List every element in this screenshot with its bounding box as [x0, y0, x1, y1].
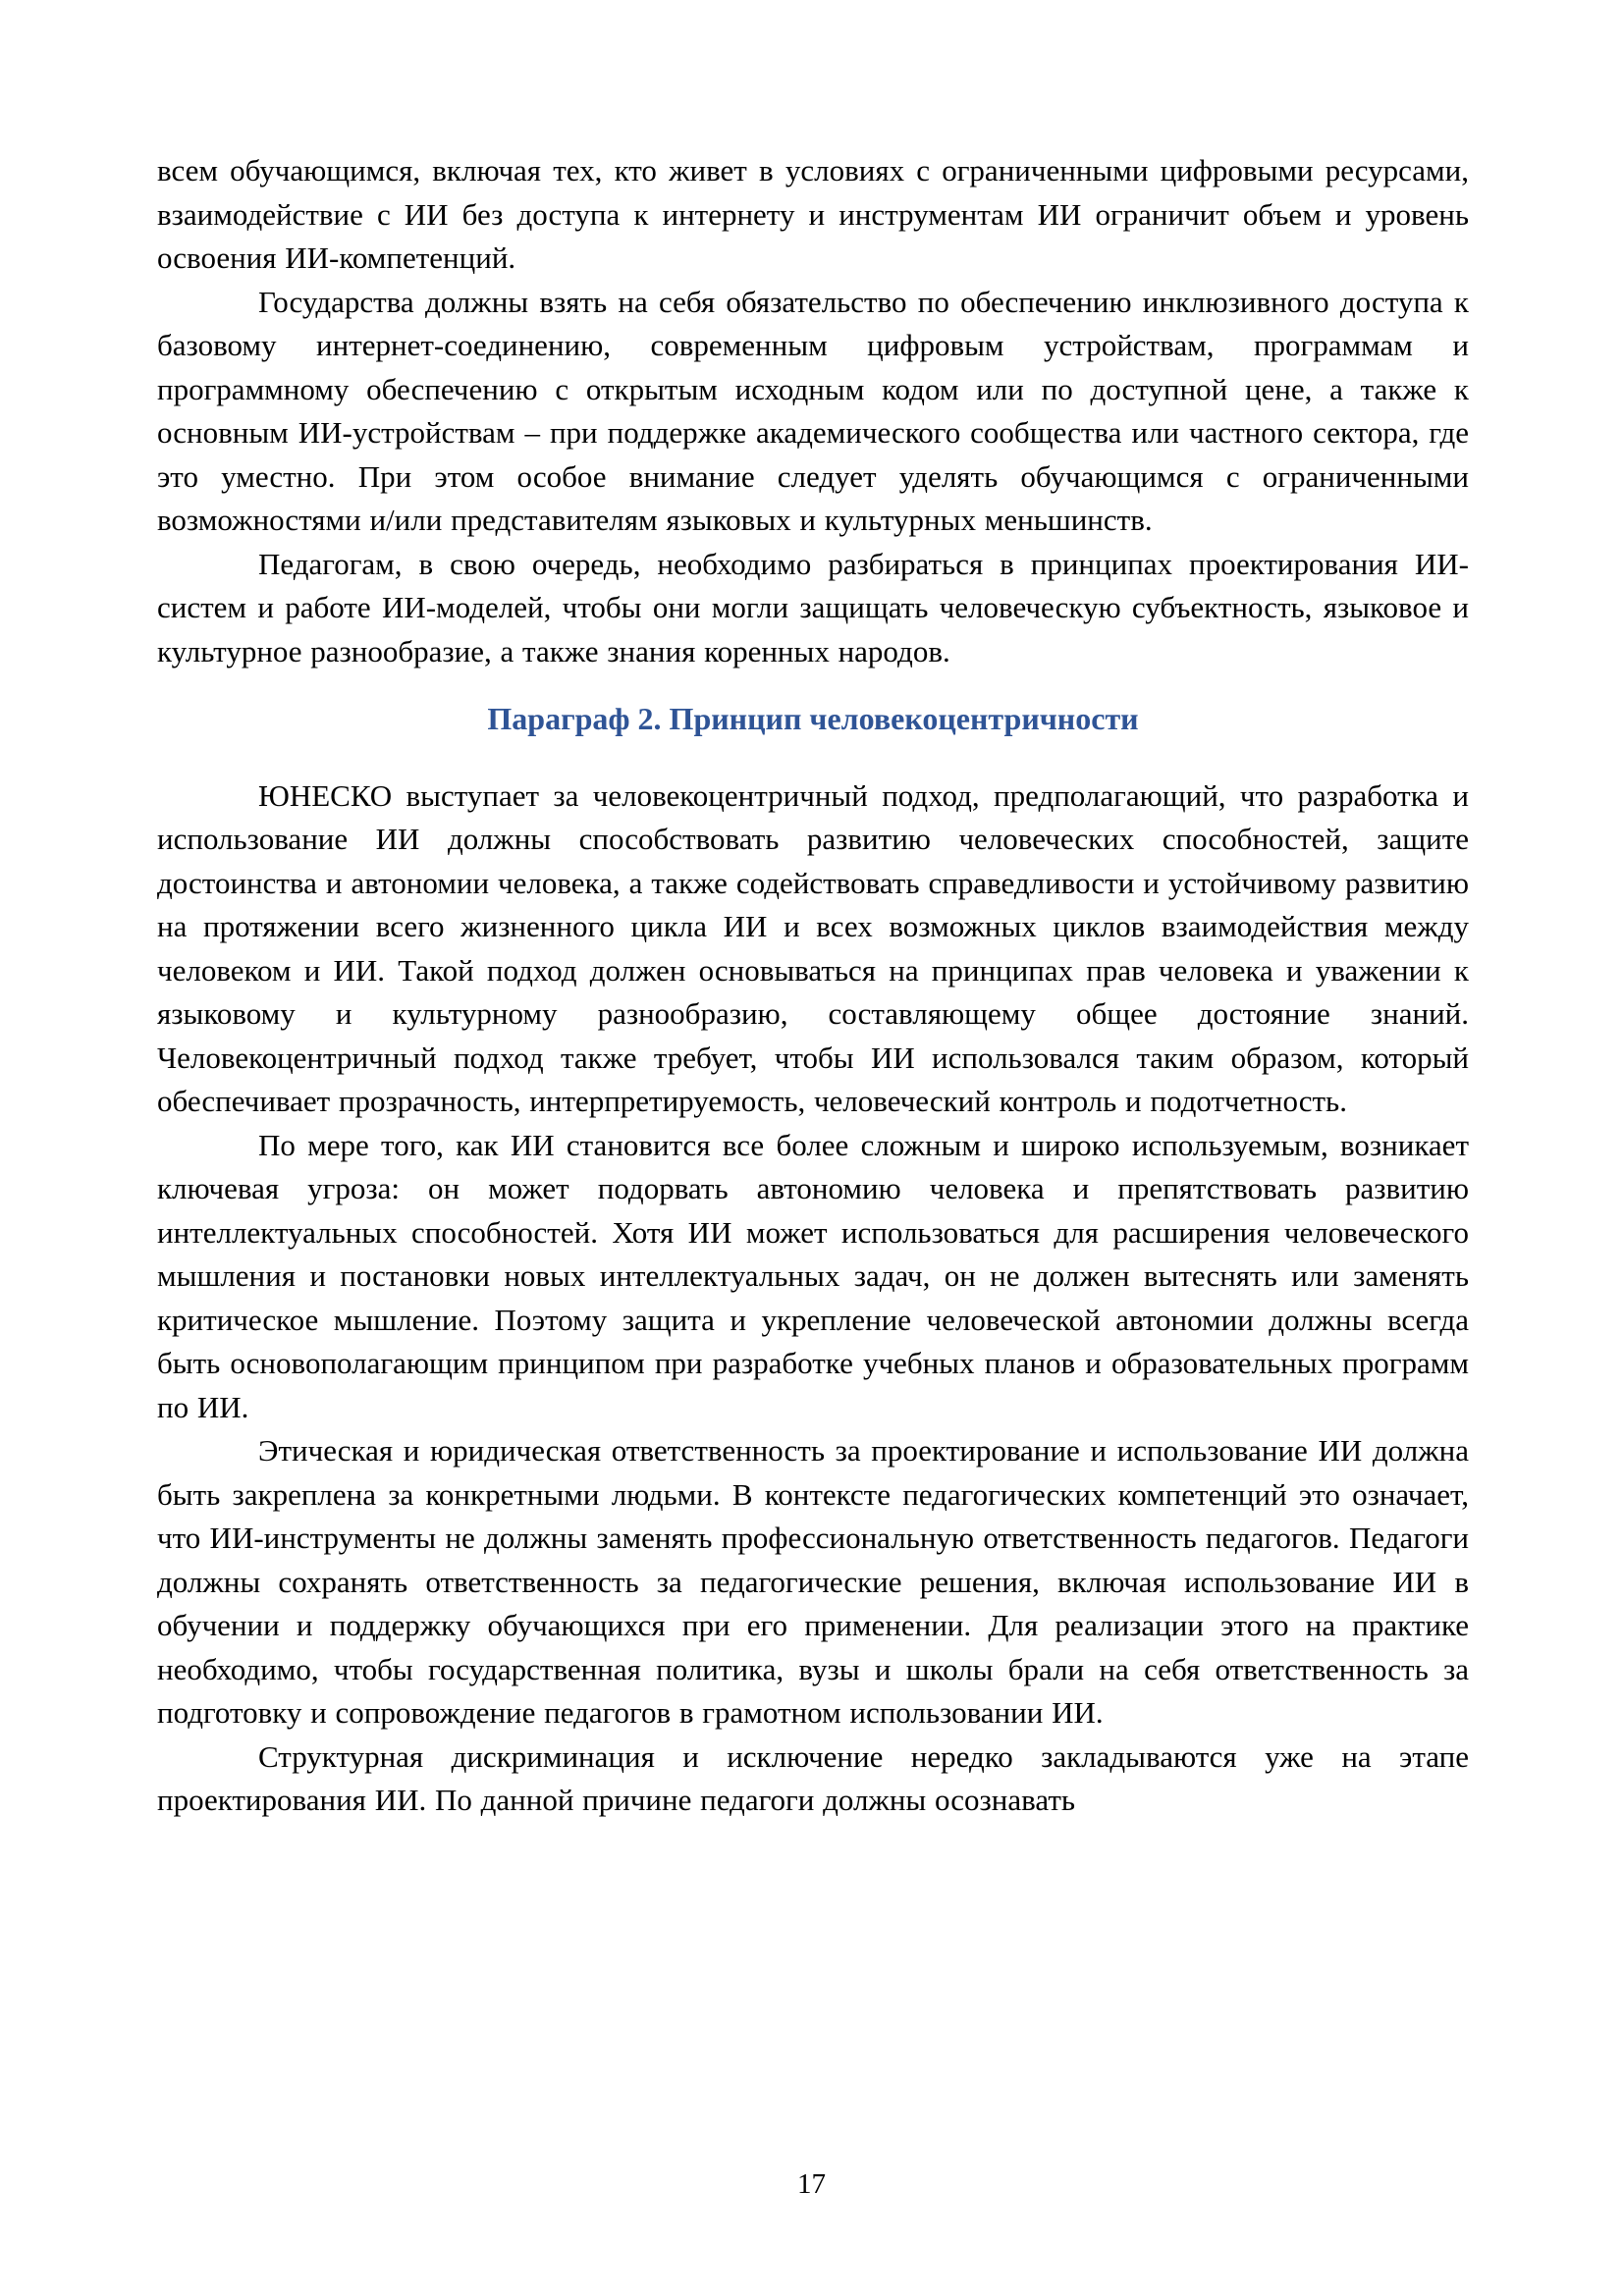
paragraph-continuation: всем обучающимся, включая тех, кто живет в условиях с ограниченными цифровыми ресурсами, взаимодействие с ИИ без доступа к интернету и инструментам ИИ ограничит объем и уровень освоения ИИ-компетенций. [157, 153, 1469, 275]
paragraph-unesco-approach: ЮНЕСКО выступает за человекоцентричный подход, предполагающий, что разработка и использование ИИ должны способствовать развитию человеческих способностей, защите достоинства и автономии человека, а также содействовать справедливости и устойчивому развитию на протяжении всего жизненного цикла ИИ и всех возможных циклов взаимодействия между человеком и ИИ. Такой подход должен основываться на принципах прав человека и уважении к языковому и культурному разнообразию, составляющему общее достояние знаний. Человекоцентричный подход также требует, чтобы ИИ использовался таким образом, который обеспечивает прозрачность, интерпретируемость, человеческий контроль и подотчетность. [157, 777, 1469, 1118]
paragraph-ai-threat-autonomy: По мере того, как ИИ становится все более сложным и широко используемым, возникает ключевая угроза: он может подорвать автономию человека и препятствовать развитию интеллектуальных способностей. Хотя ИИ может использоваться для расширения человеческого мышления и постановки новых интеллектуальных задач, он не должен вытеснять или заменять критическое мышление. Поэтому защита и укрепление человеческой автономии должны всегда быть основополагающим принципом при разработке учебных планов и образовательных программ по ИИ. [157, 1127, 1469, 1424]
paragraph-structural-discrimination: Структурная дискриминация и исключение нередко закладываются уже на этапе проектирования ИИ. По данной причине педагоги должны осознавать [157, 1738, 1469, 1817]
page-number: 17 [797, 2168, 826, 2200]
paragraph-educators-principles: Педагогам, в свою очередь, необходимо разбираться в принципах проектирования ИИ-систем и работе ИИ-моделей, чтобы они могли защищать человеческую субъектность, языковое и культурное разнообразие, а также знания коренных народов. [157, 546, 1469, 668]
section-heading: Параграф 2. Принцип человекоцентричности [487, 701, 1139, 736]
page-content [157, 149, 1469, 1823]
paragraph-ethical-responsibility: Этическая и юридическая ответственность за проектирование и использование ИИ должна быть закреплена за конкретными людьми. В контексте педагогических компетенций это означает, что ИИ-инструменты не должны заменять профессиональную ответственность педагогов. Педагоги должны сохранять ответственность за педагогические решения, включая использование ИИ в обучении и поддержку обучающихся при его применении. Для реализации этого на практике необходимо, чтобы государственная политика, вузы и школы брали на себя ответственность за подготовку и сопровождение педагогов в грамотном использовании ИИ. [157, 1433, 1469, 1730]
paragraph-states-obligation: Государства должны взять на себя обязательство по обеспечению инклюзивного доступа к базовому интернет-соединению, современным цифровым устройствам, программам и программному обеспечению с открытым исходным кодом или по доступной цене, а также к основным ИИ-устройствам – при поддержке академического сообщества или частного сектора, где это уместно. При этом особое внимание следует уделять обучающимся с ограниченными возможностями и/или представителям языковых и культурных меньшинств. [157, 284, 1469, 537]
